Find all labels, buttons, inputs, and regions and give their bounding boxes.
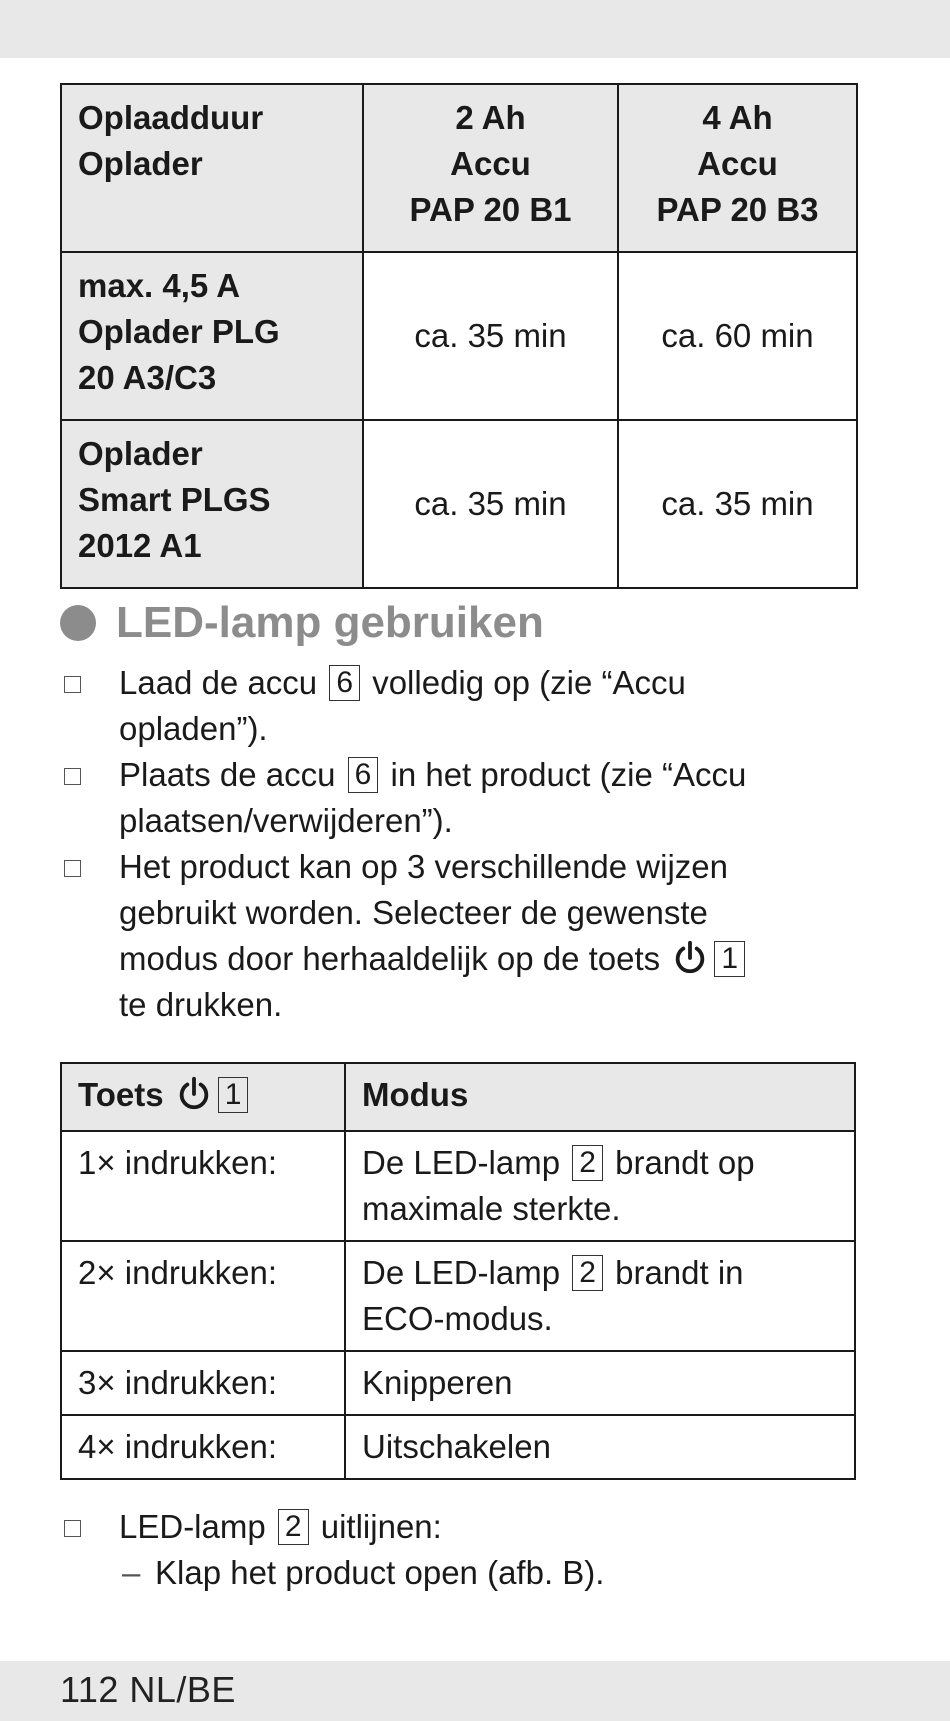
charging-time-table <box>60 83 858 589</box>
mode-text: De LED-lamp <box>362 1254 561 1291</box>
row-label-line: 20 A3/C3 <box>78 359 217 396</box>
mode-cell: Uitschakelen <box>345 1415 855 1479</box>
top-band <box>0 0 950 58</box>
reference-number: 2 <box>572 1255 603 1291</box>
row-label-line: Smart PLGS <box>78 481 271 518</box>
item-text: volledig op (zie “Accu <box>372 664 686 701</box>
item-text: Laad de accu <box>119 664 318 701</box>
item-text: LED-lamp <box>119 1508 266 1545</box>
press-cell: 2× indrukken: <box>61 1241 345 1351</box>
item-text: in het product (zie “Accu <box>390 756 747 793</box>
item-text: Het product kan op 3 verschillende wijzen <box>119 848 729 885</box>
mode-table <box>60 1062 856 1480</box>
item-text: uitlijnen: <box>320 1508 442 1545</box>
mode-cell <box>345 1131 855 1241</box>
checkbox-bullet-icon <box>64 768 81 785</box>
page-footer: 112 NL/BE <box>60 1669 236 1710</box>
press-cell: 4× indrukken: <box>61 1415 345 1479</box>
mode-text: De LED-lamp <box>362 1144 561 1181</box>
table-cell: ca. 60 min <box>618 252 857 420</box>
item-text: plaatsen/verwijderen”). <box>119 802 453 839</box>
table-row <box>61 252 857 420</box>
item-text: Plaats de accu <box>119 756 336 793</box>
reference-number: 1 <box>714 941 745 977</box>
row-label-line: max. 4,5 A <box>78 267 241 304</box>
table-cell: ca. 35 min <box>363 252 618 420</box>
mode-text: brandt in <box>615 1254 744 1291</box>
reference-number: 6 <box>348 757 379 793</box>
item-text: modus door herhaaldelijk op de toets <box>119 940 661 977</box>
table-cell: ca. 35 min <box>618 420 857 588</box>
row-label-cell <box>61 420 363 588</box>
header-line: Accu <box>450 145 531 182</box>
table-header-cell: Modus <box>345 1063 855 1131</box>
header-line: PAP 20 B1 <box>409 191 572 228</box>
table-header-cell <box>618 84 857 252</box>
reference-number: 1 <box>218 1077 249 1113</box>
mode-cell: Knipperen <box>345 1351 855 1415</box>
list-item <box>60 1504 870 1550</box>
header-line: 4 Ah <box>702 99 773 136</box>
reference-number: 2 <box>572 1145 603 1181</box>
item-text: opladen”). <box>119 710 268 747</box>
row-label-cell <box>61 252 363 420</box>
table-row <box>61 420 857 588</box>
mode-text: ECO-modus. <box>362 1300 553 1337</box>
checkbox-bullet-icon <box>64 860 81 877</box>
reference-number: 6 <box>329 665 360 701</box>
list-item <box>60 660 870 752</box>
reference-number: 2 <box>278 1509 309 1545</box>
table-header-cell <box>61 1063 345 1131</box>
item-text: te drukken. <box>119 986 283 1023</box>
mode-cell <box>345 1241 855 1351</box>
checkbox-bullet-icon <box>64 1520 81 1537</box>
table-header-cell <box>363 84 618 252</box>
item-text: Klap het product open (afb. B). <box>155 1554 605 1591</box>
header-text: Toets <box>78 1076 164 1113</box>
row-label-line: 2012 A1 <box>78 527 202 564</box>
header-line: Oplader <box>78 145 203 182</box>
bullet-dot-icon <box>60 605 96 641</box>
power-icon <box>175 1075 213 1113</box>
power-icon <box>671 939 709 977</box>
table-header-cell <box>61 84 363 252</box>
header-line: Accu <box>697 145 778 182</box>
row-label-line: Oplader PLG <box>78 313 280 350</box>
dash-bullet-icon: – <box>122 1554 141 1591</box>
table-header-row <box>61 84 857 252</box>
table-row <box>61 1131 855 1241</box>
checkbox-bullet-icon <box>64 676 81 693</box>
sub-list-item <box>60 1550 870 1596</box>
header-line: 2 Ah <box>455 99 526 136</box>
instruction-list <box>60 1504 870 1596</box>
list-item <box>60 752 870 844</box>
table-row <box>61 1351 855 1415</box>
mode-text: maximale sterkte. <box>362 1190 621 1227</box>
header-line: PAP 20 B3 <box>656 191 819 228</box>
section-heading-text: LED-lamp gebruiken <box>116 598 544 647</box>
header-line: Oplaadduur <box>78 99 264 136</box>
table-row <box>61 1415 855 1479</box>
section-heading <box>60 595 544 651</box>
instruction-list <box>60 660 870 1028</box>
press-cell: 3× indrukken: <box>61 1351 345 1415</box>
table-row <box>61 1241 855 1351</box>
press-cell: 1× indrukken: <box>61 1131 345 1241</box>
row-label-line: Oplader <box>78 435 203 472</box>
item-text: gebruikt worden. Selecteer de gewenste <box>119 894 708 931</box>
table-cell: ca. 35 min <box>363 420 618 588</box>
list-item <box>60 844 870 1028</box>
mode-text: brandt op <box>615 1144 755 1181</box>
table-header-row <box>61 1063 855 1131</box>
